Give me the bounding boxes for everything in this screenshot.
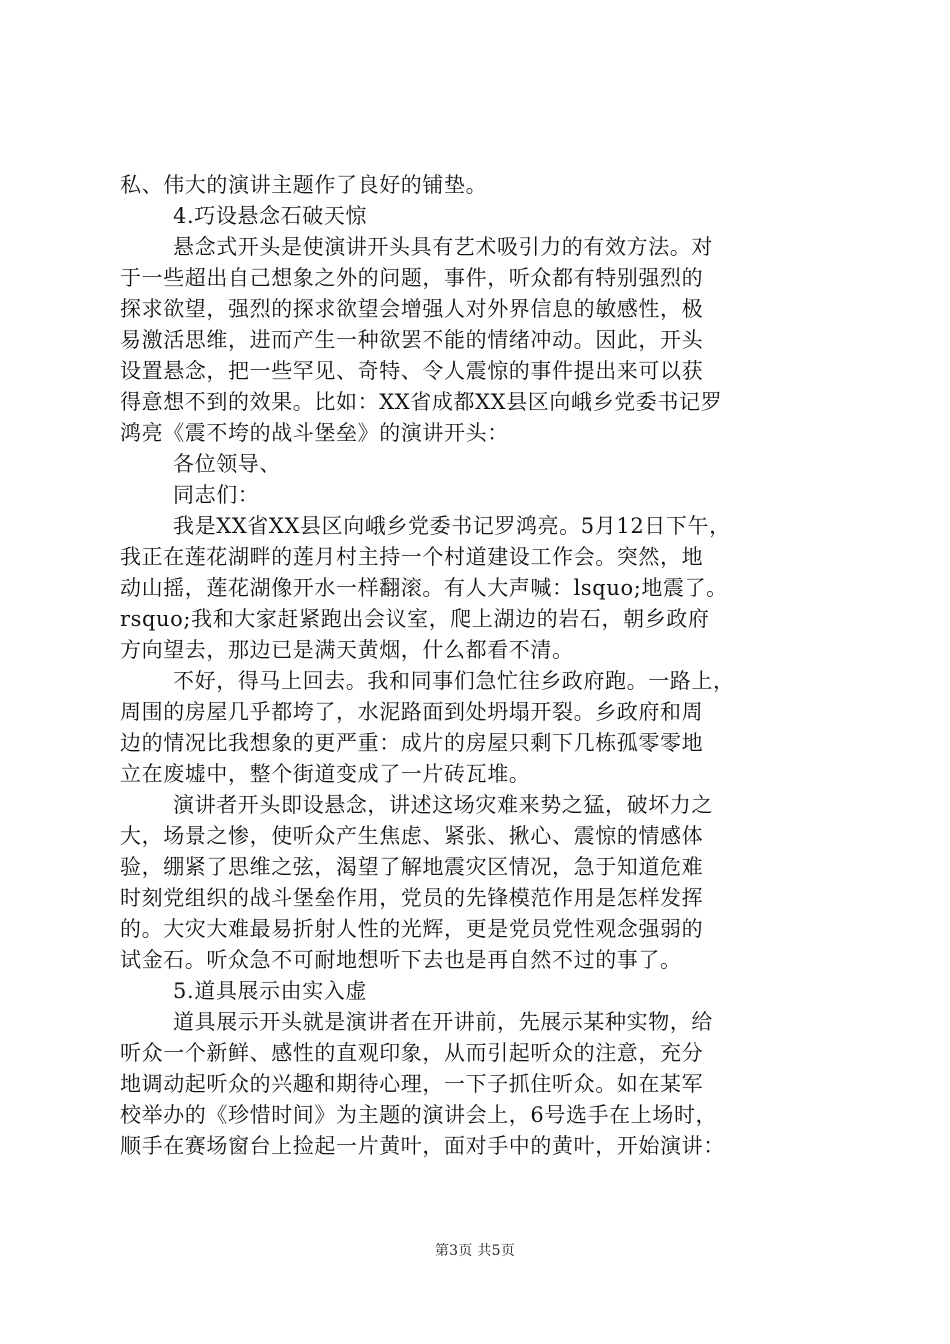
- text-line: 验，绷紧了思维之弦，渴望了解地震灾区情况，急于知道危难: [120, 855, 704, 879]
- text-line: 演讲者开头即设悬念，讲述这场灾难来势之猛，破坏力之: [173, 793, 713, 817]
- document-body: [120, 170, 836, 1162]
- text-line: 大，场景之惨，使听众产生焦虑、紧张、揪心、震惊的情感体: [120, 824, 704, 848]
- text-line: 边的情况比我想象的更严重：成片的房屋只剩下几栋孤零零地: [120, 731, 704, 755]
- page-footer: 第3页 共5页: [434, 1243, 516, 1259]
- text-line: 动山摇，莲花湖像开水一样翻滚。有人大声喊：lsquo;地震了。: [120, 576, 728, 600]
- text-line: 易激活思维，进而产生一种欲罢不能的情绪冲动。因此，开头: [120, 328, 704, 352]
- text-line: 道具展示开头就是演讲者在开讲前，先展示某种实物，给: [173, 1010, 713, 1034]
- text-line: 顺手在赛场窗台上捡起一片黄叶，面对手中的黄叶，开始演讲：: [120, 1134, 725, 1158]
- text-line: 的。大灾大难最易折射人性的光辉，更是党员党性观念强弱的: [120, 917, 704, 941]
- text-line: 立在废墟中，整个街道变成了一片砖瓦堆。: [120, 762, 531, 786]
- text-line: 地调动起听众的兴趣和期待心理，一下子抓住听众。如在某军: [120, 1072, 704, 1096]
- text-line: 5.道具展示由实入虚: [173, 979, 368, 1003]
- text-line: 听众一个新鲜、感性的直观印象，从而引起听众的注意，充分: [120, 1041, 704, 1065]
- text-line: rsquo;我和大家赶紧跑出会议室，爬上湖边的岩石，朝乡政府: [120, 607, 710, 631]
- text-line: 设置悬念，把一些罕见、奇特、令人震惊的事件提出来可以获: [120, 359, 704, 383]
- text-line: 悬念式开头是使演讲开头具有艺术吸引力的有效方法。对: [173, 235, 713, 259]
- text-line: 4.巧设悬念石破天惊: [173, 204, 368, 228]
- text-line: 校举办的《珍惜时间》为主题的演讲会上，6号选手在上场时，: [120, 1103, 718, 1127]
- text-line: 周围的房屋几乎都垮了，水泥路面到处坍塌开裂。乡政府和周: [120, 700, 704, 724]
- text-line: 于一些超出自己想象之外的问题，事件，听众都有特别强烈的: [120, 266, 704, 290]
- text-line: 得意想不到的效果。比如：XX省成都XX县区向峨乡党委书记罗: [120, 390, 723, 414]
- text-line: 私、伟大的演讲主题作了良好的铺垫。: [120, 173, 488, 197]
- text-line: 鸿亮《震不垮的战斗堡垒》的演讲开头：: [120, 421, 509, 445]
- text-line: 试金石。听众急不可耐地想听下去也是再自然不过的事了。: [120, 948, 682, 972]
- text-line: 同志们：: [173, 483, 260, 507]
- text-line: 方向望去，那边已是满天黄烟，什么都看不清。: [120, 638, 574, 662]
- text-line: 我正在莲花湖畔的莲月村主持一个村道建设工作会。突然，地: [120, 545, 704, 569]
- text-line: 时刻党组织的战斗堡垒作用，党员的先锋模范作用是怎样发挥: [120, 886, 704, 910]
- text-line: 各位领导、: [173, 452, 281, 476]
- text-line: 探求欲望，强烈的探求欲望会增强人对外界信息的敏感性，极: [120, 297, 704, 321]
- text-line: 我是XX省XX县区向峨乡党委书记罗鸿亮。5月12日下午，: [173, 514, 731, 538]
- text-line: 不好，得马上回去。我和同事们急忙往乡政府跑。一路上，: [173, 669, 735, 693]
